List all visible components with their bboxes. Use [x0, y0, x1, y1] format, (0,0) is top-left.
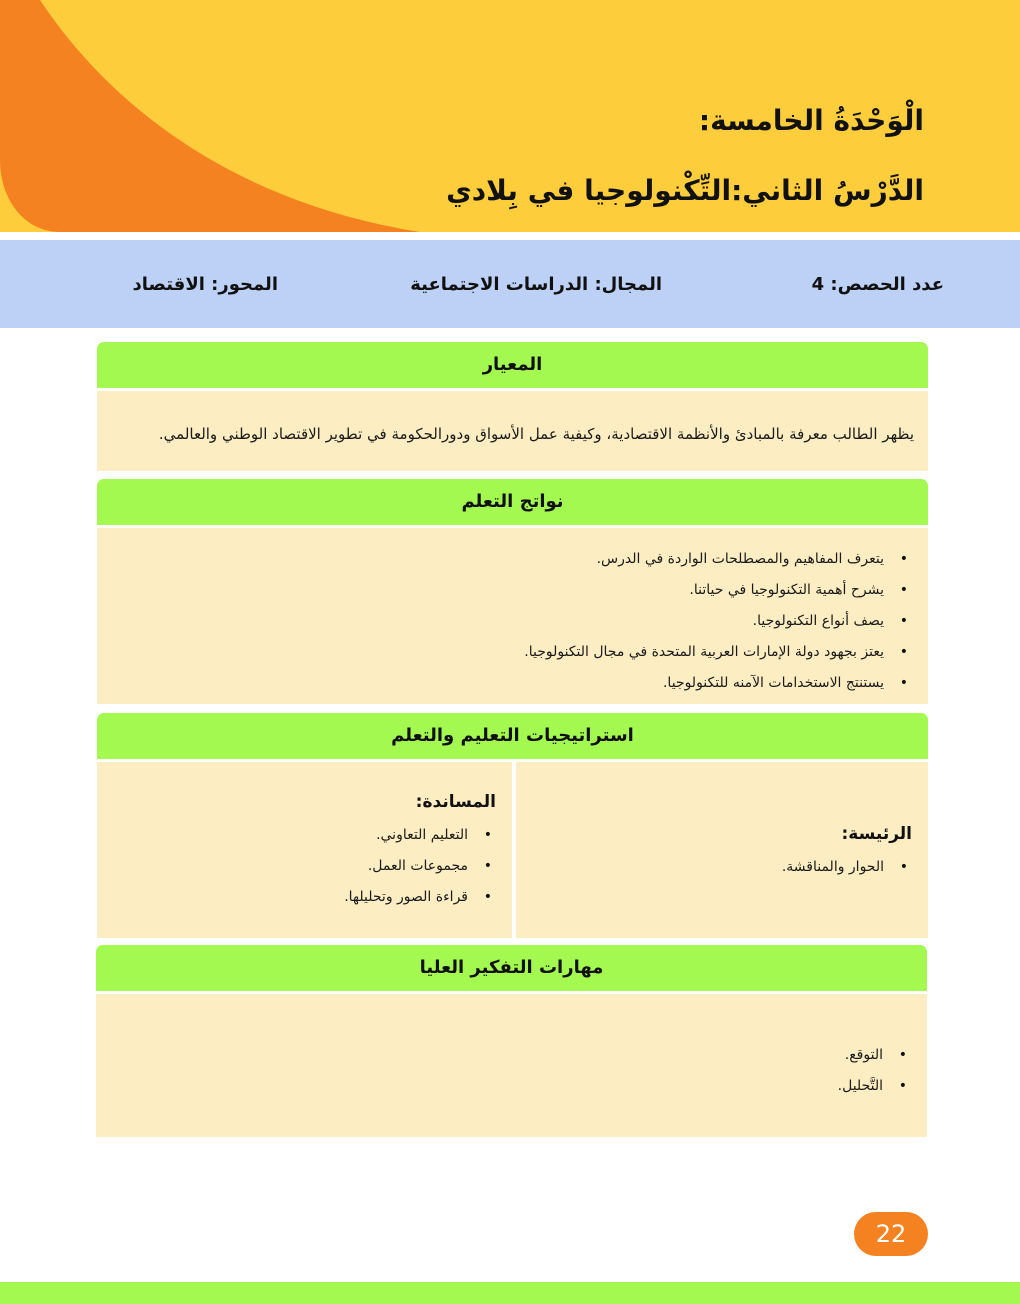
main-strategies [516, 762, 928, 938]
outcomes-section [97, 479, 928, 704]
strategies-body [97, 762, 928, 938]
skills-list [96, 994, 927, 1102]
list-item: • يعتز بجهود دولة الإمارات العربية المتحدة في مجال التكنولوجيا. [97, 637, 884, 668]
outcomes-body [97, 528, 928, 704]
main-strategies-list [782, 836, 928, 883]
strategies-heading: استراتيجيات التعليم والتعلم [97, 713, 928, 759]
outcomes-list [97, 528, 928, 699]
list-item: • يصف أنواع التكنولوجيا. [97, 606, 884, 637]
skills-heading: مهارات التفكير العليا [96, 945, 927, 991]
list-item: • الحوار والمناقشة. [782, 852, 884, 883]
list-item: • يتعرف المفاهيم والمصطلحات الواردة في الدرس. [97, 544, 884, 575]
skills-section [96, 945, 927, 1137]
support-strategies-title: المساندة: [415, 792, 496, 812]
support-strategies [97, 762, 512, 938]
strategies-section [97, 713, 928, 938]
list-item: • قراءة الصور وتحليلها. [344, 882, 468, 913]
footer-bar [0, 1282, 1020, 1304]
list-item: • يستنتج الاستخدامات الآمنه للتكنولوجيا. [97, 668, 884, 699]
list-item: • التوقع. [96, 1040, 883, 1071]
list-item: • التَّحليل. [96, 1071, 883, 1102]
main-strategies-title: الرئيسة: [841, 824, 912, 844]
skills-body [96, 994, 927, 1137]
outcomes-heading: نواتج التعلم [97, 479, 928, 525]
standard-text: يظهر الطالب معرفة بالمبادئ والأنظمة الاقتصادية، وكيفية عمل الأسواق ودورالحكومة في تطوير الاقتصاد الوطني والعالمي. [158, 425, 914, 443]
list-item: • يشرح أهمية التكنولوجيا في حياتنا. [97, 575, 884, 606]
list-item: • التعليم التعاوني. [344, 820, 468, 851]
page-number: 22 [854, 1212, 928, 1256]
periods-count: عدد الحصص: 4 [811, 274, 944, 295]
lesson-info-bar [0, 240, 1020, 328]
domain-label: المجال: الدراسات الاجتماعية [410, 274, 662, 295]
lesson-title: الدَّرْسُ الثاني:التِّكْنولوجيا في بِلادي [446, 174, 924, 207]
axis-label: المحور: الاقتصاد [132, 274, 278, 295]
support-strategies-list [344, 804, 512, 913]
standard-body [97, 391, 928, 471]
list-item: • مجموعات العمل. [344, 851, 468, 882]
unit-title: الْوَحْدَةُ الخامسة: [698, 104, 924, 137]
standard-section [97, 342, 928, 471]
page-header [0, 0, 1020, 232]
standard-heading: المعيار [97, 342, 928, 388]
